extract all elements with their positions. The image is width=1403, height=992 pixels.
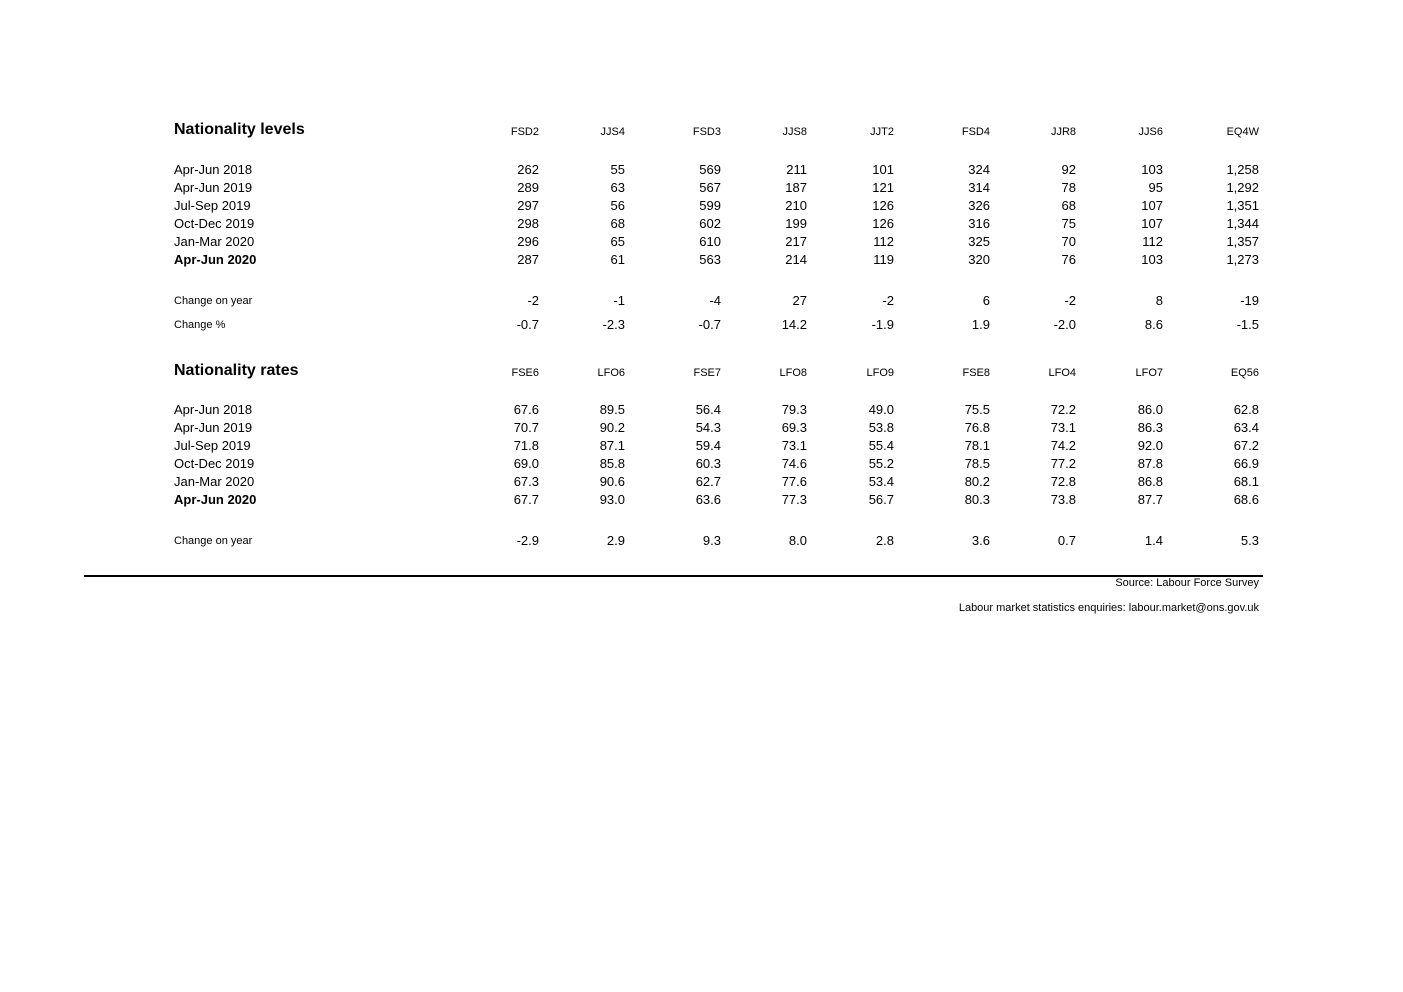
table-cell: 54.3 [695,420,721,435]
table-cell: 76.8 [964,420,990,435]
table-cell: 289 [517,180,539,195]
table-cell: 73.8 [1050,492,1076,507]
table-cell: 56 [610,198,625,213]
change-cell: 2.9 [606,533,625,548]
change-cell: 14.2 [781,317,807,332]
table-cell: 87.8 [1137,456,1163,471]
table-cell: 68.6 [1233,492,1259,507]
series-code: JJS6 [1138,126,1163,138]
change-cell: -4 [709,293,721,308]
table-cell: 92 [1061,162,1076,177]
table-cell: 74.2 [1050,438,1076,453]
table-cell: 93.0 [599,492,625,507]
change-cell: -2.0 [1053,317,1076,332]
table-cell: 68 [610,216,625,231]
table-cell: 199 [785,216,807,231]
table-cell: 95 [1148,180,1163,195]
table-cell: 119 [873,252,894,267]
change-cell: 8.6 [1144,317,1163,332]
table-cell: 314 [968,180,990,195]
table-cell: 296 [517,234,539,249]
change-cell: 3.6 [971,533,990,548]
series-code: FSE8 [962,367,990,379]
series-code: JJS8 [782,126,807,138]
table-cell: 569 [699,162,721,177]
change-cell: -2.9 [516,533,539,548]
table-cell: 78.1 [964,438,990,453]
table-cell: 75 [1061,216,1076,231]
table-cell: 1,351 [1226,198,1259,213]
table-cell: 70 [1061,234,1076,249]
section-title: Nationality rates [174,362,299,379]
row-label: Jul-Sep 2019 [174,198,251,213]
table-cell: 55.2 [868,456,894,471]
table-cell: 599 [699,198,721,213]
table-cell: 72.8 [1050,474,1076,489]
change-cell: -2 [527,293,539,308]
table-cell: 69.3 [781,420,807,435]
table-cell: 68 [1061,198,1076,213]
change-cell: 9.3 [702,533,721,548]
table-cell: 63 [610,180,625,195]
table-cell: 67.3 [513,474,539,489]
table-cell: 67.6 [513,402,539,417]
table-cell: 87.1 [599,438,625,453]
table-cell: 69.0 [513,456,539,471]
table-cell: 72.2 [1050,402,1076,417]
table-cell: 62.8 [1233,402,1259,417]
enquiries-note: Labour market statistics enquiries: labour.market@ons.gov.uk [958,602,1259,614]
table-cell: 89.5 [599,402,625,417]
table-cell: 121 [872,180,894,195]
section-title: Nationality levels [174,121,305,138]
change-cell: -19 [1240,293,1259,308]
table-cell: 320 [968,252,990,267]
table-cell: 325 [968,234,990,249]
series-code: LFO6 [597,367,625,379]
change-cell: -1.5 [1236,317,1259,332]
change-cell: 0.7 [1057,533,1076,548]
change-label: Change on year [174,535,253,547]
row-label: Apr-Jun 2020 [174,252,257,267]
table-cell: 71.8 [513,438,539,453]
table-cell: 610 [699,234,721,249]
table-cell: 77.6 [781,474,807,489]
table-cell: 324 [968,162,990,177]
row-label: Jan-Mar 2020 [174,234,255,249]
change-cell: -2 [882,293,894,308]
source-note: Source: Labour Force Survey [1115,577,1259,589]
table-cell: 187 [785,180,807,195]
table-cell: 287 [517,252,539,267]
table-cell: 62.7 [695,474,721,489]
row-label: Apr-Jun 2019 [174,420,253,435]
row-label: Jan-Mar 2020 [174,474,255,489]
change-cell: -1.9 [871,317,894,332]
table-cell: 73.1 [1050,420,1076,435]
series-code: FSD2 [510,126,539,138]
change-cell: -2 [1064,293,1076,308]
row-label: Jul-Sep 2019 [174,438,251,453]
table-cell: 67.7 [513,492,539,507]
table-cell: 73.1 [781,438,807,453]
table-cell: 80.3 [964,492,990,507]
table-cell: 76 [1061,252,1076,267]
series-code: LFO8 [779,367,807,379]
table-cell: 78 [1061,180,1076,195]
row-label: Oct-Dec 2019 [174,216,255,231]
table-cell: 316 [968,216,990,231]
change-cell: 8 [1155,293,1163,308]
change-cell: 6 [982,293,990,308]
table-cell: 67.2 [1233,438,1259,453]
table-cell: 107 [1141,198,1163,213]
table-cell: 86.3 [1137,420,1163,435]
table-cell: 77.3 [781,492,807,507]
change-cell: -0.7 [516,317,539,332]
table-cell: 1,292 [1226,180,1259,195]
table-cell: 56.7 [868,492,894,507]
table-cell: 101 [872,162,894,177]
table-cell: 63.4 [1233,420,1259,435]
table-cell: 126 [872,198,894,213]
series-code: EQ56 [1230,367,1259,379]
change-cell: 2.8 [875,533,894,548]
series-code: LFO4 [1048,367,1076,379]
series-code: JJS4 [600,126,625,138]
table-cell: 92.0 [1137,438,1163,453]
table-cell: 68.1 [1233,474,1259,489]
table-cell: 87.7 [1137,492,1163,507]
footer-divider [84,575,1263,577]
change-cell: 27 [792,293,807,308]
change-cell: -0.7 [698,317,721,332]
change-label: Change % [174,319,226,331]
table-cell: 112 [873,234,894,249]
table-cell: 298 [517,216,539,231]
series-code: LFO9 [866,367,894,379]
table-cell: 211 [786,162,807,177]
table-cell: 75.5 [964,402,990,417]
table-cell: 60.3 [695,456,721,471]
table-cell: 86.0 [1137,402,1163,417]
table-cell: 77.2 [1050,456,1076,471]
table-cell: 1,357 [1226,234,1259,249]
change-cell: 1.4 [1144,533,1163,548]
row-label: Apr-Jun 2019 [174,180,253,195]
table-cell: 59.4 [695,438,721,453]
change-cell: 8.0 [788,533,807,548]
series-code: FSE7 [693,367,721,379]
table-cell: 103 [1141,252,1163,267]
table-cell: 567 [699,180,721,195]
table-cell: 214 [785,252,807,267]
table-cell: 55.4 [868,438,894,453]
table-cell: 107 [1141,216,1163,231]
table-cell: 78.5 [964,456,990,471]
table-cell: 85.8 [599,456,625,471]
table-cell: 602 [699,216,721,231]
table-cell: 79.3 [781,402,807,417]
table-cell: 326 [968,198,990,213]
table-cell: 74.6 [781,456,807,471]
row-label: Apr-Jun 2018 [174,402,253,417]
change-cell: 1.9 [971,317,990,332]
series-code: EQ4W [1226,126,1259,138]
table-cell: 217 [785,234,807,249]
table-cell: 53.4 [868,474,894,489]
row-label: Apr-Jun 2018 [174,162,253,177]
table-cell: 103 [1141,162,1163,177]
series-code: LFO7 [1135,367,1163,379]
table-cell: 66.9 [1233,456,1259,471]
table-cell: 63.6 [695,492,721,507]
change-cell: 5.3 [1240,533,1259,548]
table-cell: 297 [517,198,539,213]
table-cell: 90.6 [599,474,625,489]
table-cell: 61 [610,252,625,267]
table-cell: 53.8 [868,420,894,435]
table-cell: 262 [517,162,539,177]
series-code: FSE6 [511,367,539,379]
series-code: JJT2 [870,126,894,138]
table-cell: 126 [872,216,894,231]
table-cell: 80.2 [964,474,990,489]
row-label: Oct-Dec 2019 [174,456,255,471]
change-label: Change on year [174,295,253,307]
table-cell: 86.8 [1137,474,1163,489]
series-code: FSD4 [961,126,990,138]
table-cell: 49.0 [868,402,894,417]
change-cell: -2.3 [602,317,625,332]
change-cell: -1 [613,293,625,308]
series-code: JJR8 [1050,126,1076,138]
table-cell: 563 [699,252,721,267]
series-code: FSD3 [692,126,721,138]
table-cell: 56.4 [695,402,721,417]
table-cell: 210 [785,198,807,213]
table-cell: 55 [610,162,625,177]
table-cell: 1,344 [1226,216,1259,231]
row-label: Apr-Jun 2020 [174,492,257,507]
table-cell: 70.7 [513,420,539,435]
table-cell: 112 [1142,234,1163,249]
table-cell: 1,258 [1226,162,1259,177]
table-cell: 65 [610,234,625,249]
table-cell: 90.2 [599,420,625,435]
table-cell: 1,273 [1226,252,1259,267]
